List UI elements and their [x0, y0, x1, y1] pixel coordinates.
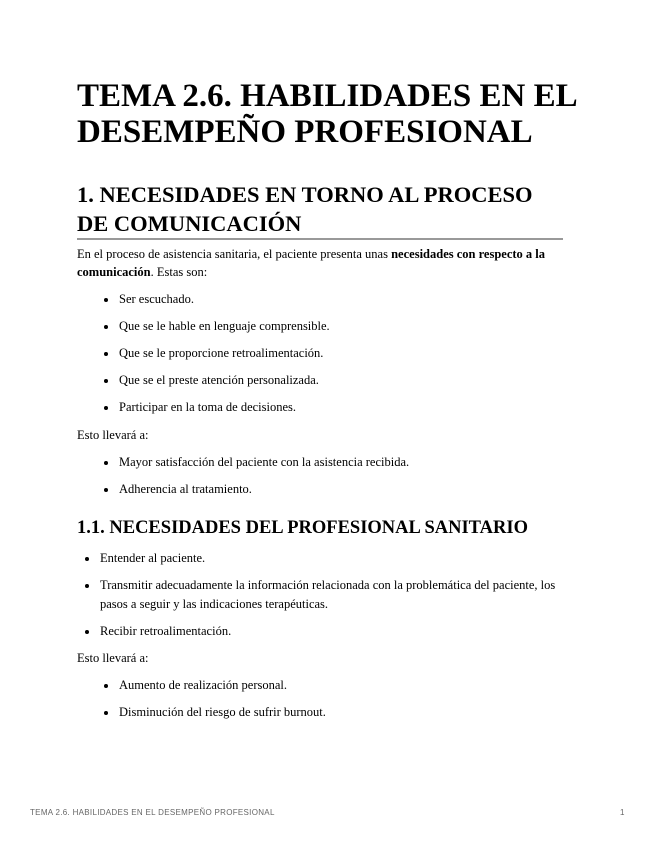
- list-item: Adherencia al tratamiento.: [119, 480, 409, 499]
- intro-text-pre: En el proceso de asistencia sanitaria, el paciente presenta unas: [77, 247, 392, 261]
- patient-needs-list: [119, 290, 330, 417]
- bullet-icon: [104, 488, 108, 492]
- section-1-intro: [77, 245, 567, 281]
- patient-outcomes-list: [119, 453, 409, 499]
- bullet-icon: [104, 406, 108, 410]
- bullet-icon: [104, 352, 108, 356]
- list-item: Participar en la toma de decisiones.: [119, 398, 330, 417]
- bullet-icon: [104, 684, 108, 688]
- bullet-icon: [85, 630, 89, 634]
- list-item: Que se le proporcione retroalimentación.: [119, 344, 330, 363]
- bullet-icon: [85, 584, 89, 588]
- leads-to-label-1: Esto llevará a:: [77, 428, 149, 442]
- list-item: Recibir retroalimentación.: [100, 622, 575, 641]
- list-item: Que se el preste atención personalizada.: [119, 371, 330, 390]
- section-heading-1-1: 1.1. NECESIDADES DEL PROFESIONAL SANITARIO: [77, 518, 528, 538]
- bullet-icon: [104, 298, 108, 302]
- list-item: Entender al paciente.: [100, 549, 575, 568]
- bullet-icon: [85, 557, 89, 561]
- leads-to-label-2: Esto llevará a:: [77, 651, 149, 665]
- list-item: Transmitir adecuadamente la información relacionada con la problemática del paciente, los pasos a seguir y las indicaciones terapéuticas.: [100, 576, 575, 614]
- section-heading-1: 1. NECESIDADES EN TORNO AL PROCESO DE COMUNICACIÓN: [77, 180, 563, 240]
- list-item: Ser escuchado.: [119, 290, 330, 309]
- page-footer-title: TEMA 2.6. HABILIDADES EN EL DESEMPEÑO PROFESIONAL: [30, 808, 275, 817]
- intro-text-post: . Estas son:: [150, 265, 208, 279]
- professional-needs-list: [100, 549, 575, 641]
- list-item: Aumento de realización personal.: [119, 676, 326, 695]
- professional-outcomes-list: [119, 676, 326, 722]
- page-number: 1: [620, 808, 625, 817]
- bullet-icon: [104, 461, 108, 465]
- bullet-icon: [104, 711, 108, 715]
- list-item: Que se le hable en lenguaje comprensible.: [119, 317, 330, 336]
- page-title: TEMA 2.6. HABILIDADES EN EL DESEMPEÑO PROFESIONAL: [77, 78, 576, 150]
- bullet-icon: [104, 379, 108, 383]
- list-item: Mayor satisfacción del paciente con la asistencia recibida.: [119, 453, 409, 472]
- list-item: Disminución del riesgo de sufrir burnout.: [119, 703, 326, 722]
- bullet-icon: [104, 325, 108, 329]
- intro-text-bold: necesidades con respecto a la comunicación: [77, 247, 546, 279]
